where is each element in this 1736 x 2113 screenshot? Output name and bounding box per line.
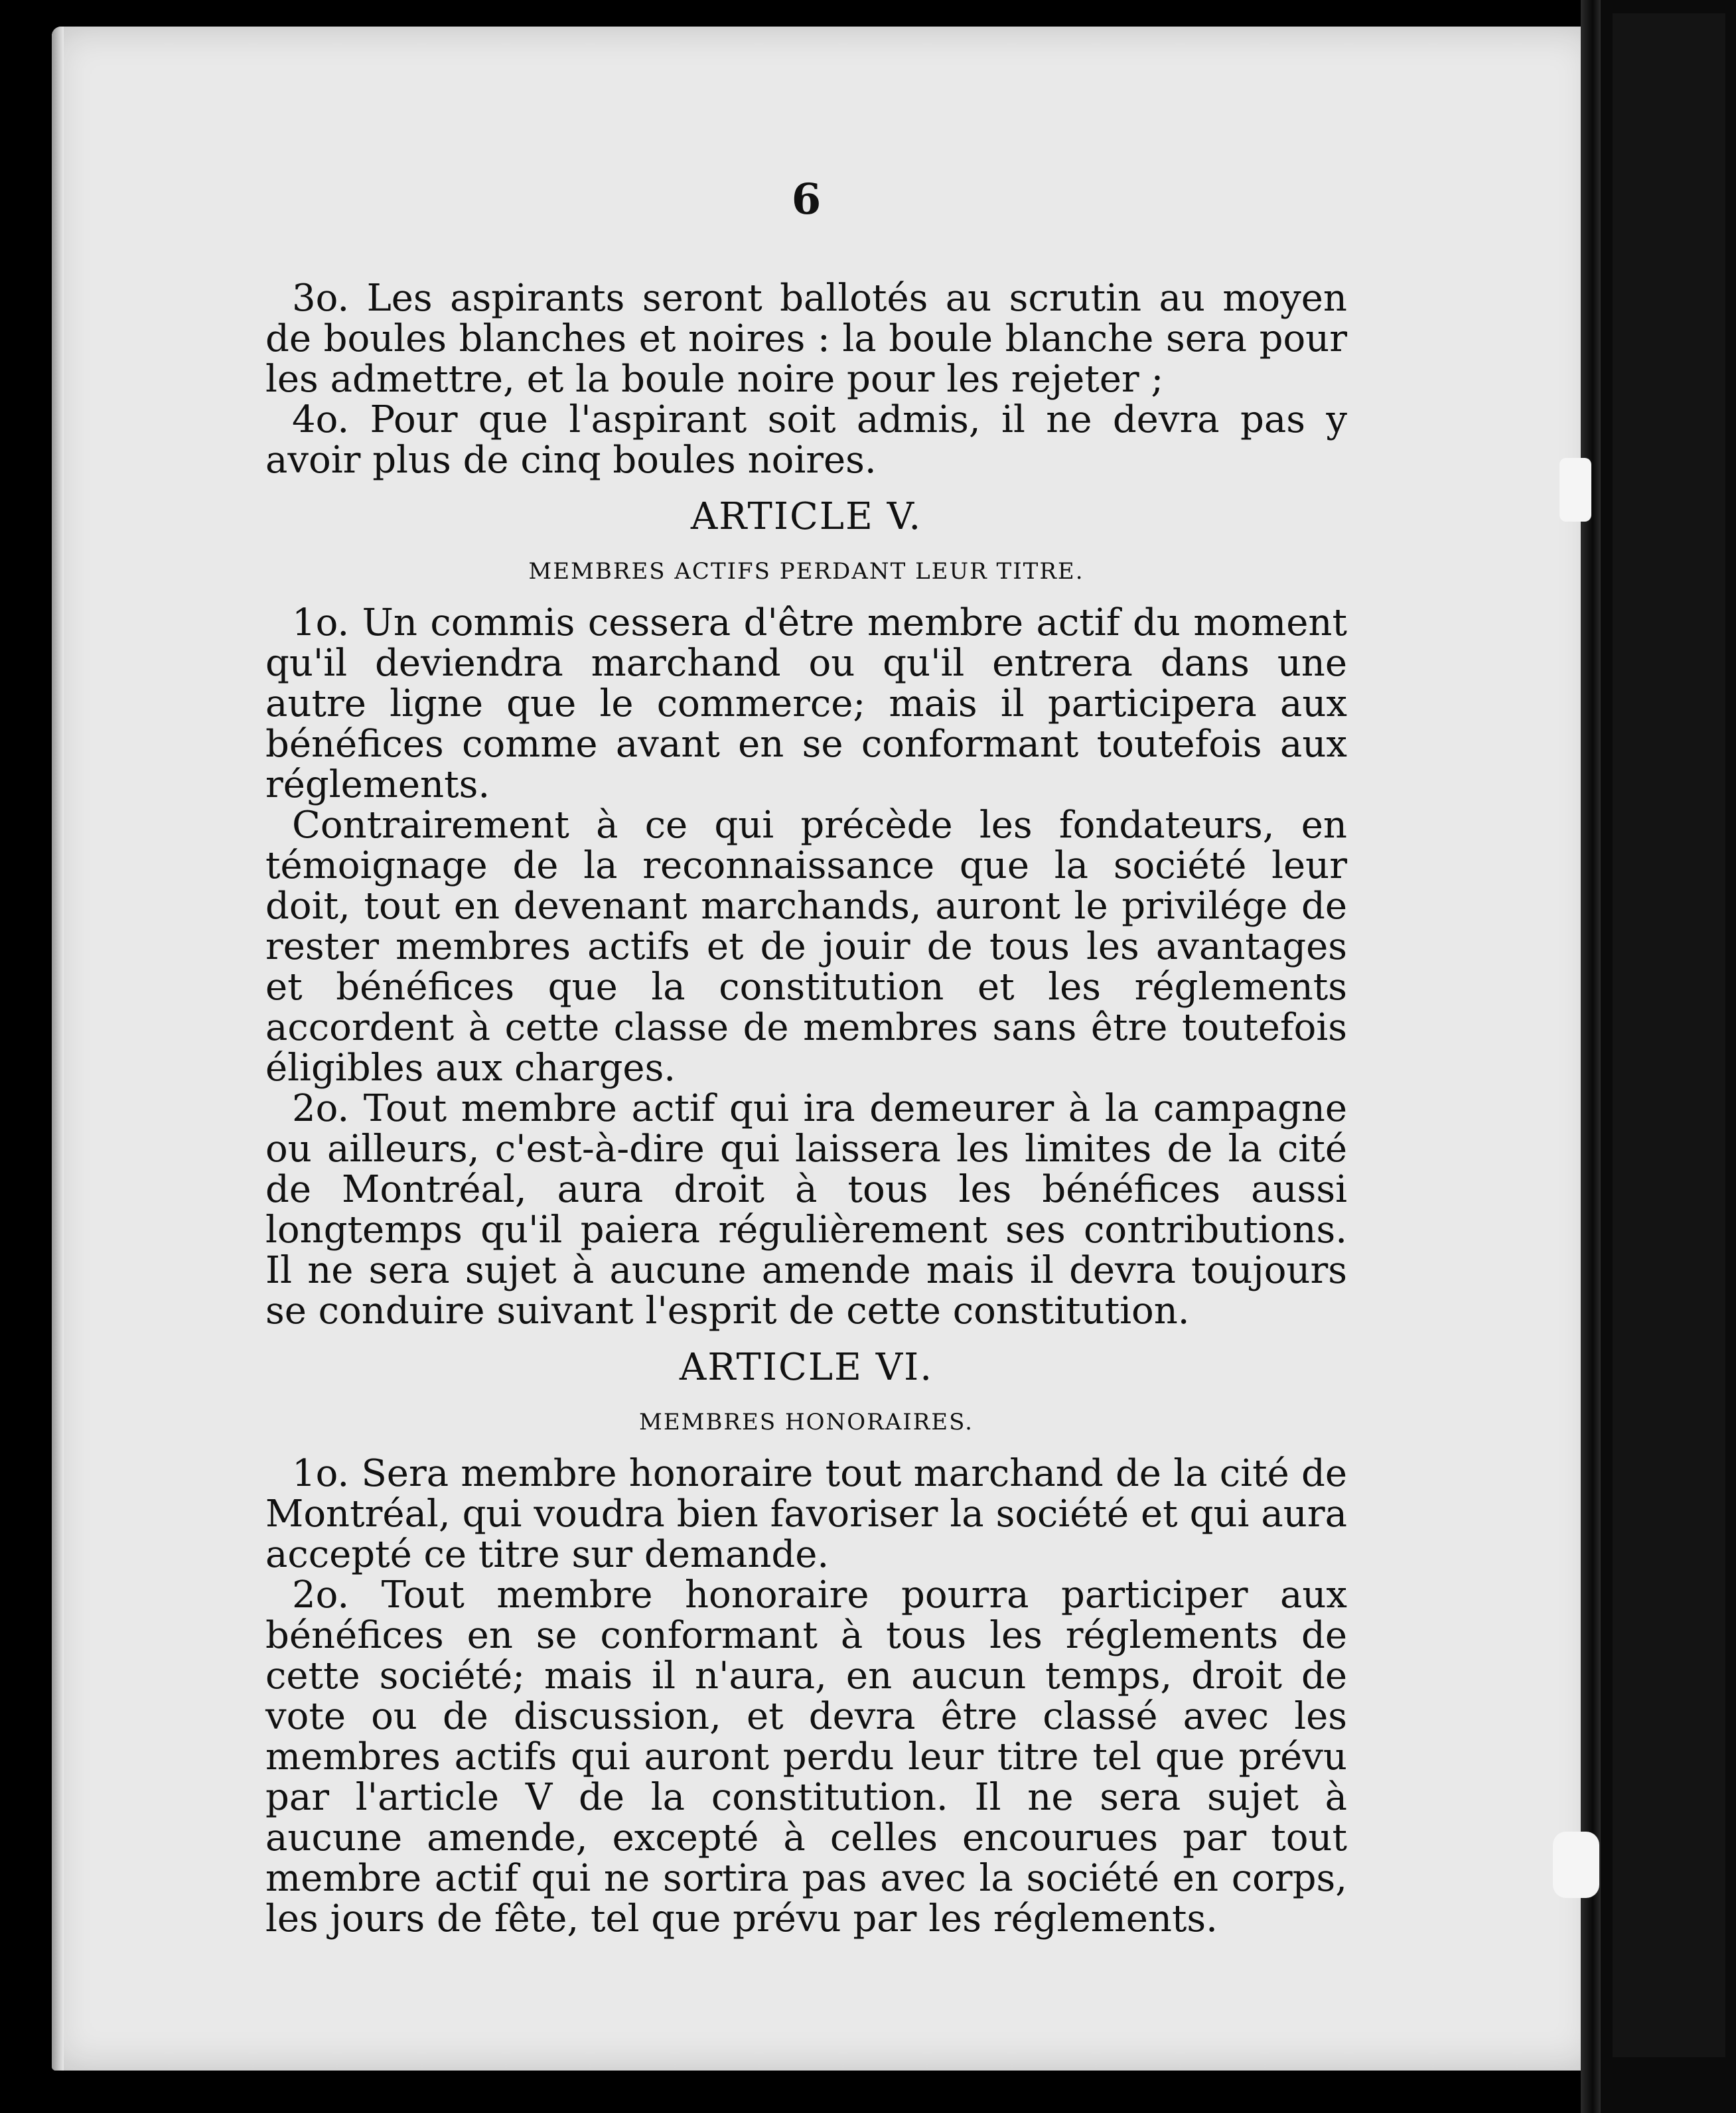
- article-subheading: MEMBRES HONORAIRES.: [639, 1409, 974, 1435]
- article-heading: ARTICLE VI.: [679, 1346, 934, 1389]
- facing-page-sliver: [1613, 13, 1725, 2057]
- paragraph: 2o. Tout membre honoraire pourra participer aux bénéfices en se conformant à tous les réglements de cette société; mais il n'aura, en aucun temps, droit de vote ou de discussion, et devra être classé avec les membres actifs qui auront perdu leur titre tel que prévu par l'article V de la constitution. Il ne sera sujet à aucune amende, excepté à celles encourues par tout membre actif qui ne sortira pas avec la société en corps, les jours de fête, tel que prévu par les réglements.: [265, 1573, 1347, 1940]
- paragraph: 3o. Les aspirants seront ballotés au scrutin au moyen de boules blanches et noires : la boule blanche sera pour les admettre, et la boule noire pour les rejeter ;: [265, 277, 1347, 401]
- book-binding: [1581, 0, 1601, 2113]
- paper-damage-spot: [1553, 1832, 1599, 1898]
- paragraph: 4o. Pour que l'aspirant soit admis, il ne devra pas y avoir plus de cinq boules noires.: [265, 398, 1347, 482]
- article-heading: ARTICLE V.: [690, 495, 922, 538]
- paper-damage-spot: [1559, 458, 1591, 522]
- paragraph: 1o. Sera membre honoraire tout marchand de la cité de Montréal, qui voudra bien favoriser la société et qui aura accepté ce titre sur demande.: [265, 1452, 1347, 1576]
- article-subheading: MEMBRES ACTIFS PERDANT LEUR TITRE.: [528, 558, 1084, 585]
- document-text: [265, 175, 1347, 1940]
- paragraph: 2o. Tout membre actif qui ira demeurer à la campagne ou ailleurs, c'est-à-dire qui laissera les limites de la cité de Montréal, aura droit à tous les bénéfices aussi longtemps qu'il paiera régulièrement ses contributions. Il ne sera sujet à aucune amende mais il devra toujours se conduire suivant l'esprit de cette constitution.: [265, 1087, 1347, 1333]
- paragraph: 1o. Un commis cessera d'être membre actif du moment qu'il deviendra marchand ou qu'il entrera dans une autre ligne que le commerce; mais il participera aux bénéfices comme avant en se conformant toutefois aux réglements.: [265, 601, 1347, 806]
- paragraph: Contrairement à ce qui précède les fondateurs, en témoignage de la reconnaissance que la société leur doit, tout en devenant marchands, auront le privilége de rester membres actifs et de jouir de tous les avantages et bénéfices que la constitution et les réglements accordent à cette classe de membres sans être toutefois éligibles aux charges.: [265, 804, 1347, 1090]
- page-number: 6: [791, 175, 822, 224]
